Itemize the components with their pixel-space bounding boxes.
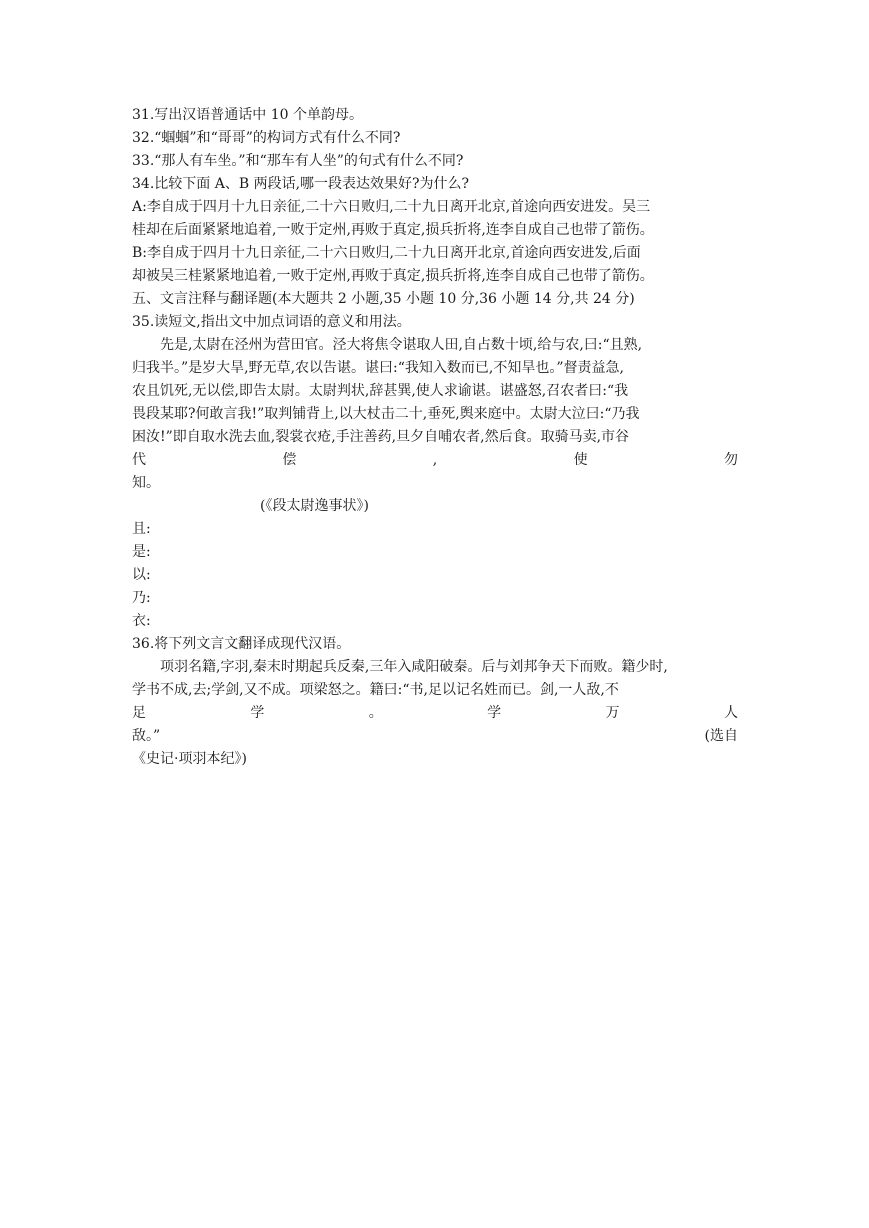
q36-passage-line: 项羽名籍,字羽,秦末时期起兵反秦,三年入咸阳破秦。后与刘邦争天下而败。籍少时, <box>160 659 668 675</box>
q35-spread-line <box>132 449 738 471</box>
term-yi: 以: <box>132 567 151 583</box>
q35-passage-line: 归我半。”是岁大旱,野无草,农以告谌。谌曰:“我知入数而已,不知旱也。”督责益急, <box>132 360 624 376</box>
q36-enemy-text: 敌。” <box>132 728 161 744</box>
spread-char: 偿 <box>282 452 297 468</box>
term-qie: 且: <box>132 521 151 537</box>
q36-spread-line <box>132 702 738 724</box>
q36-passage-line: 学书不成,去;学剑,又不成。项梁怒之。籍曰:“书,足以记名姓而已。剑,一人敌,不 <box>132 682 619 698</box>
spread-char: 使 <box>573 452 588 468</box>
spread-char: 勿 <box>723 452 738 468</box>
spread-char: 人 <box>723 705 738 721</box>
term-shi: 是: <box>132 544 151 560</box>
q36-source: 《史记·项羽本纪》) <box>132 751 247 767</box>
question-35-prompt: 35.读短文,指出文中加点词语的意义和用法。 <box>132 314 411 330</box>
q36-source-prefix: (选自 <box>704 728 738 744</box>
paragraph-a-line-2: 桂却在后面紧紧地追着,一败于定州,再败于真定,损兵折将,连李自成自己也带了箭伤。 <box>132 222 654 238</box>
paragraph-a-line-1: A:李自成于四月十九日亲征,二十六日败归,二十九日离开北京,首途向西安进发。吴三 <box>132 199 651 215</box>
question-32: 32.“蝈蝈”和“哥哥”的构词方式有什么不同? <box>132 130 401 146</box>
term-yi-clothe: 衣: <box>132 613 151 629</box>
spread-char: , <box>432 452 438 468</box>
spread-char: 学 <box>250 705 265 721</box>
spread-char: 足 <box>132 705 146 721</box>
spread-char: 学 <box>487 705 502 721</box>
paragraph-b-line-1: B:李自成于四月十九日亲征,二十六日败归,二十九日离开北京,首途向西安进发,后面 <box>132 245 641 261</box>
spread-char: 万 <box>605 705 620 721</box>
q35-passage-line: 农且饥死,无以偿,即告太尉。太尉判状,辞甚巽,使人求谕谌。谌盛怒,召农者曰:“我 <box>132 383 629 399</box>
question-33: 33.“那人有车坐。”和“那车有人坐”的句式有什么不同? <box>132 153 464 169</box>
q35-passage-line: 先是,太尉在泾州为营田官。泾大将焦令谌取人田,自占数十顷,给与农,曰:“且熟, <box>160 337 643 353</box>
q35-passage-line: 困汝!”即自取水洗去血,裂裳衣疮,手注善药,旦夕自哺农者,然后食。取骑马卖,市谷 <box>132 429 630 445</box>
q36-enemy-line <box>132 725 738 747</box>
paragraph-b-line-2: 却被吴三桂紧紧地追着,一败于定州,再败于真定,损兵折将,连李自成自己也带了箭伤。 <box>132 268 654 284</box>
section-5-heading: 五、文言注释与翻译题(本大题共 2 小题,35 小题 10 分,36 小题 14 分,共 24 分) <box>132 291 635 307</box>
question-36-prompt: 36.将下列文言文翻译成现代汉语。 <box>132 636 351 652</box>
spread-char: 代 <box>132 452 146 468</box>
q35-last-line: 知。 <box>132 475 160 491</box>
q35-source: (《段太尉逸事状》) <box>260 498 369 514</box>
term-nai: 乃: <box>132 590 151 606</box>
spread-char: 。 <box>368 705 383 721</box>
question-34: 34.比较下面 A、B 两段话,哪一段表达效果好?为什么? <box>132 176 470 192</box>
question-31: 31.写出汉语普通话中 10 个单韵母。 <box>132 107 363 123</box>
q35-passage-line: 畏段某耶?何敢言我!”取判铺背上,以大杖击二十,垂死,舆来庭中。太尉大泣曰:“乃我 <box>132 406 640 422</box>
